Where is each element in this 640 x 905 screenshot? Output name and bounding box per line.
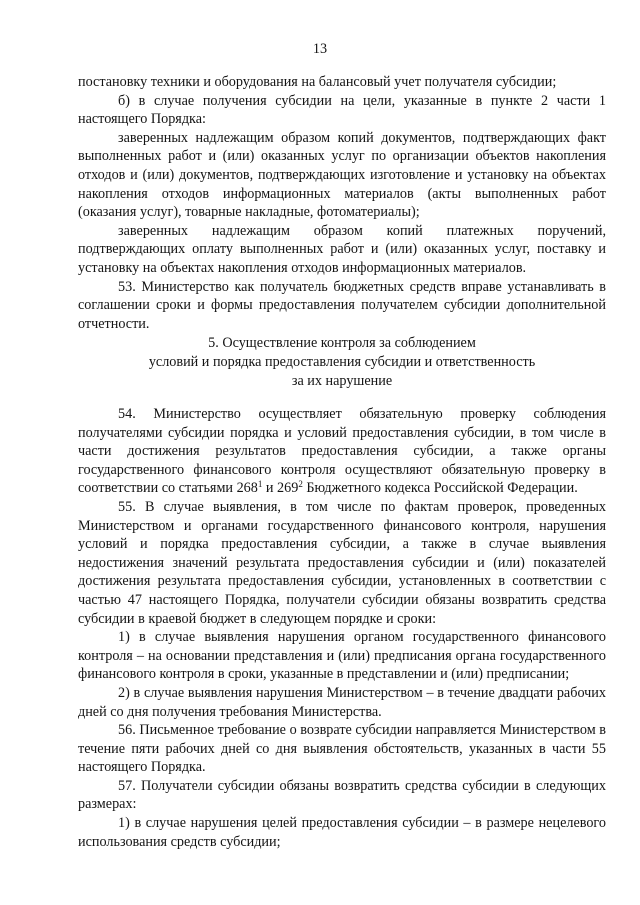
paragraph-continuation: постановку техники и оборудования на балансовый учет получателя субсидии; bbox=[78, 74, 557, 90]
paragraph-56: 56. Письменное требование о возврате субсидии направляется Министерством в течение пяти рабочих дней со дня выявления обстоятельств, указанных в части 55 настоящего Порядка. bbox=[78, 722, 606, 776]
paragraph-54-text-3: Бюджетного кодекса Российской Федерации. bbox=[302, 480, 578, 497]
paragraph-57-item-1: 1) в случае нарушения целей предоставления субсидии – в размере нецелевого использования средств субсидии; bbox=[78, 815, 606, 850]
paragraph-57: 57. Получатели субсидии обязаны возвратить средства субсидии в следующих размерах: bbox=[78, 777, 606, 813]
text-block-top bbox=[78, 73, 606, 333]
section-heading bbox=[78, 334, 606, 391]
page-number: 13 bbox=[312, 41, 328, 57]
paragraph-copies-payments: заверенных надлежащим образом копий платежных поручений, подтверждающих оплату выполненных работ и (или) оказанных услуг, поставку и установку на объектах накопления отходов информационных материалов. bbox=[78, 222, 606, 276]
text-block-bottom bbox=[78, 405, 606, 851]
paragraph-item-b: б) в случае получения субсидии на цели, указанные в пункте 2 части 1 настоящего Порядка: bbox=[78, 92, 606, 128]
section-heading-line-3: за их нарушение bbox=[291, 373, 393, 389]
paragraph-55-item-2: 2) в случае выявления нарушения Министерством – в течение двадцати рабочих дней со дня получения требования Министерства. bbox=[78, 684, 606, 720]
paragraph-54-sup-2: 2 bbox=[298, 479, 303, 490]
paragraph-54 bbox=[78, 405, 606, 498]
paragraph-53: 53. Министерство как получатель бюджетных средств вправе устанавливать в соглашении сроки и формы предоставления получателем субсидии дополнительной отчетности. bbox=[78, 278, 606, 332]
paragraph-copies-documents: заверенных надлежащим образом копий документов, подтверждающих факт выполненных работ и (или) оказанных услуг по организации объектов накопления отходов и (или) документов, подтверждающих изготовление и установку на объектах накопления отходов информационных материалов (акты выполненных работ (оказания услуг), товарные накладные, фотоматериалы); bbox=[78, 129, 606, 221]
paragraph-54-text-2: и 269 bbox=[262, 480, 299, 497]
paragraph-54-sup-1: 1 bbox=[257, 479, 263, 490]
section-heading-line-2: условий и порядка предоставления субсидии и ответственность bbox=[148, 354, 536, 370]
paragraph-55: 55. В случае выявления, в том числе по фактам проверок, проведенных Министерством и органами государственного финансового контроля, нарушения условий и порядка предоставления субсидии, а также в случае выявления недостижения значений результата предоставления субсидии и (или) показателей достижения результата предоставления субсидии, установленных в соответствии с частью 47 настоящего Порядка, получатели субсидии обязаны возвратить средства субсидии в краевой бюджет в следующем порядке и сроки: bbox=[78, 498, 606, 627]
paragraph-54-text-1: 54. Министерство осуществляет обязательную проверку соблюдения получателями субсидии порядка и условий предоставления субсидии, в том числе в части достижения результатов предоставления субсидии, а также органы государственного финансового контроля осуществляют обязательную проверку в соответствии со статьями 268 bbox=[78, 406, 606, 497]
paragraph-55-item-1: 1) в случае выявления нарушения органом государственного финансового контроля – на основании представления и (или) предписания органа государственного финансового контроля в сроки, указанные в представлении и (или) предписании; bbox=[78, 629, 606, 683]
section-heading-line-1: 5. Осуществление контроля за соблюдением bbox=[208, 335, 476, 351]
